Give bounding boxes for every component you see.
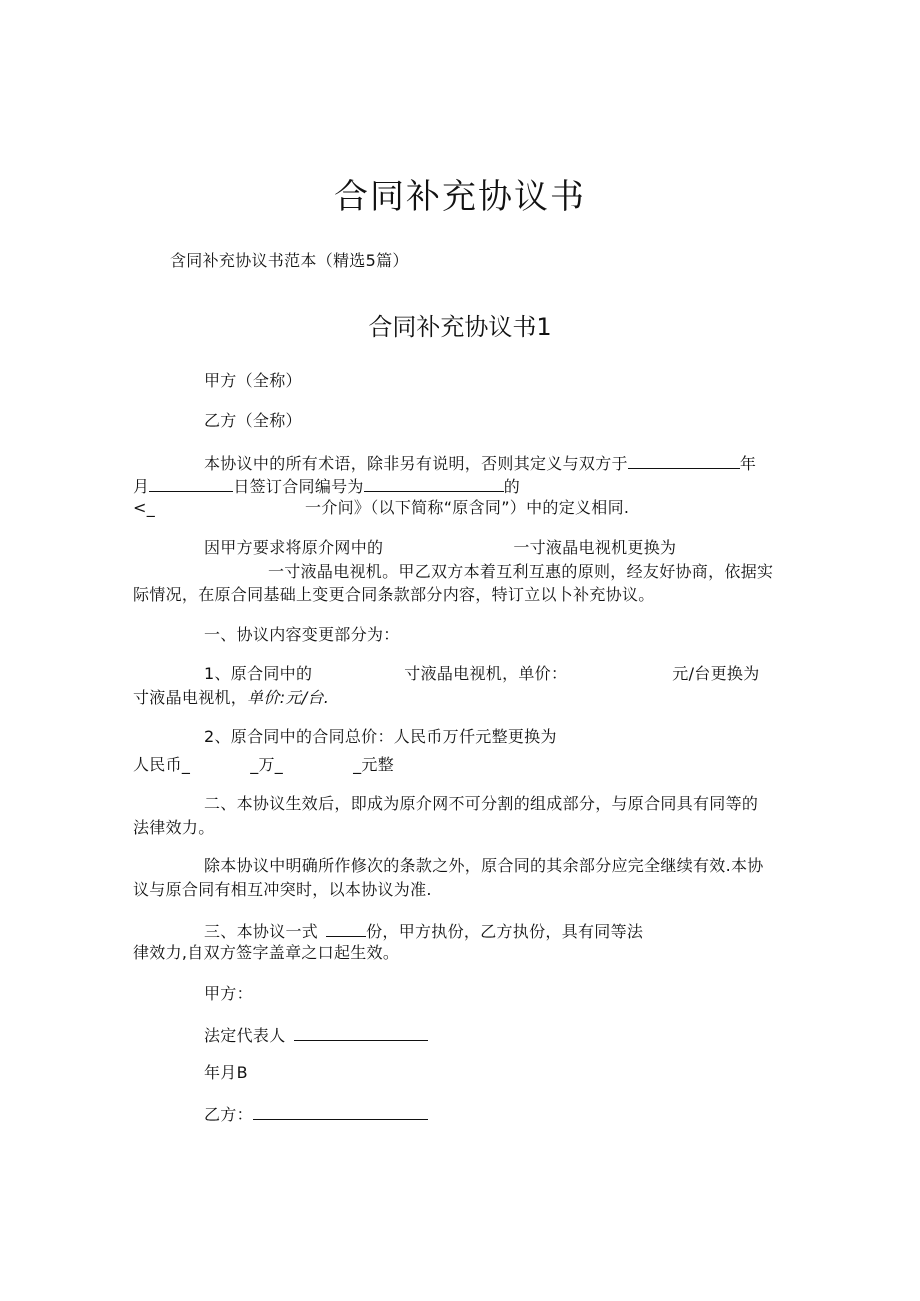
text-segment: 一寸液晶电视机更换为	[513, 538, 677, 557]
blank-line	[628, 452, 740, 469]
party-a-label: 甲方（全称）	[204, 371, 302, 390]
document-title: 合同补充协议书	[334, 177, 586, 217]
paragraph-2-line-1	[204, 538, 676, 558]
text-segment: 因甲方要求将原介网中的	[204, 538, 384, 557]
text-segment: <_	[133, 498, 156, 517]
text-segment: 月	[133, 477, 150, 496]
text-segment: 寸液晶电视机，	[133, 688, 248, 707]
paragraph-2-line-3: 际情况，在原合同基础上变更合同条款部分内容，特订立以卜补充协议。	[133, 585, 655, 604]
paragraph-2-line-2	[133, 562, 773, 582]
text-segment: 元/台更换为	[672, 664, 760, 683]
text-segment: 乙方：	[204, 1105, 253, 1124]
item-2-line-2	[133, 755, 394, 775]
text-segment: 年	[739, 454, 757, 473]
section-2-line-1: 二、本协议生效后，即成为原介网不可分割的组成部分，与原合同具有同等的	[204, 794, 759, 813]
text-segment: 寸液晶电视机，单价：	[404, 664, 568, 683]
text-segment: 人民币_	[133, 755, 191, 774]
text-segment: 一寸液晶电视机。甲乙双方本着互利互惠的原则，经友好协商，依据实	[268, 562, 774, 581]
blank-line	[149, 475, 233, 492]
signature-party-a: 甲方：	[204, 984, 253, 1003]
signature-party-b	[204, 1103, 428, 1125]
blank-line	[326, 920, 366, 937]
blank-line	[253, 1103, 428, 1120]
blank-line	[364, 475, 504, 492]
paragraph-1-line-1	[204, 452, 756, 474]
party-b-label: 乙方（全称）	[204, 411, 302, 430]
paragraph-1-line-3	[133, 498, 629, 518]
section-3-line-2: 律效力,自双方签字盖章之口起生效。	[133, 943, 400, 962]
section-title: 合同补充协议书1	[368, 313, 552, 341]
text-segment: 日签订合同编号为	[233, 477, 364, 496]
section-2-line-2: 法律效力。	[133, 818, 215, 837]
text-segment: 份，甲方执份，乙方执份，具有同等法	[366, 922, 644, 941]
paragraph-3-line-2: 议与原合同有相互冲突时，以本协议为准.	[133, 880, 432, 899]
paragraph-1-line-2	[133, 475, 520, 497]
item-2-line-1: 2、原合同中的合同总价：人民币万仟元整更换为	[204, 727, 557, 746]
text-segment: _元整	[353, 755, 395, 774]
signature-date: 年月B	[204, 1063, 248, 1082]
paragraph-3-line-1: 除本协议中明确所作修次的条款之外，原合同的其余部分应完全继续有效.本协	[204, 856, 764, 875]
section-3-line-1	[204, 920, 643, 942]
item-1-line-2	[133, 688, 329, 708]
text-segment: 一介问》（以下简称“原含同”）中的定义相同.	[305, 498, 630, 517]
text-segment: 本协议中的所有术语，除非另有说明，否则其定义与双方于	[204, 454, 628, 473]
text-segment: 三、本协议一式	[204, 922, 319, 941]
document-intro: 含同补充协议书范本（精选5篇）	[170, 251, 409, 270]
text-segment: 的	[503, 477, 521, 496]
text-segment: _万_	[250, 755, 284, 774]
signature-representative	[204, 1024, 428, 1046]
text-segment: 1、原合同中的	[204, 664, 313, 683]
text-segment: 法定代表人	[204, 1026, 286, 1045]
blank-line	[294, 1024, 428, 1041]
item-1-line-1	[204, 664, 760, 684]
text-segment: 单价:元/台.	[247, 688, 330, 707]
section-1-heading: 一、协议内容变更部分为：	[204, 625, 400, 644]
